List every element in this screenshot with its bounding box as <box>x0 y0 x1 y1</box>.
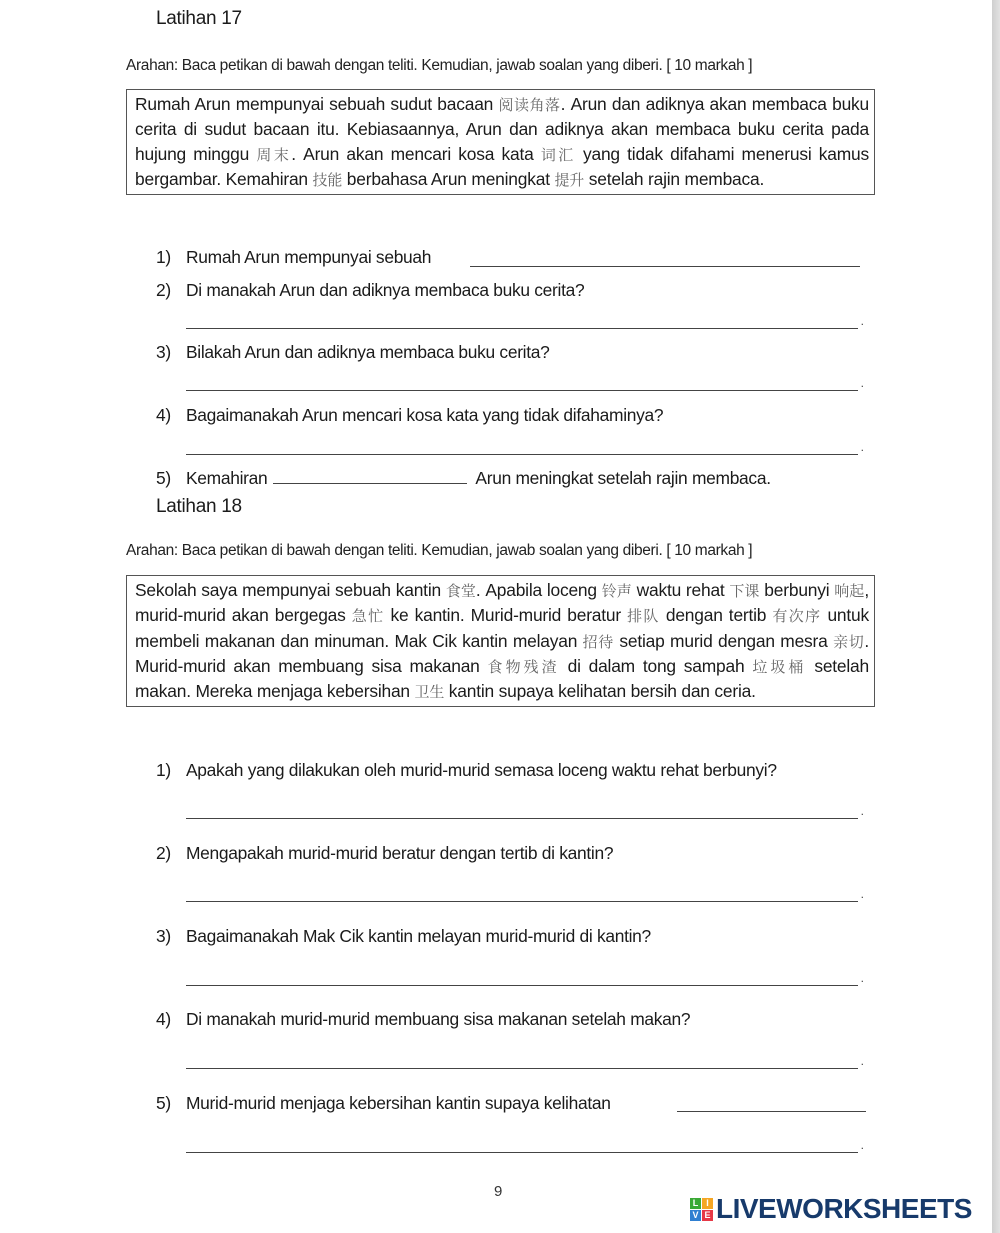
exercise-18-title: Latihan 18 <box>156 496 242 517</box>
chinese-gloss: 急忙 <box>351 607 385 626</box>
question-number: 5) <box>156 1093 171 1113</box>
question-number: 4) <box>156 405 171 425</box>
ex18-answer-3-line[interactable] <box>186 985 858 986</box>
question-text: Bilakah Arun dan adiknya membaca buku cerita? <box>186 342 550 362</box>
chinese-gloss: 食堂 <box>445 582 476 600</box>
passage-text: . Arun akan mencari kosa kata <box>291 143 541 164</box>
passage-text: ke kantin. Murid-murid beratur <box>384 605 628 626</box>
question-number: 1) <box>156 760 171 780</box>
ex17-question-5 <box>156 467 771 489</box>
chinese-gloss: 周末 <box>256 145 292 164</box>
chinese-gloss: 响起 <box>834 582 865 600</box>
passage-text: untuk membeli makanan dan minuman. Mak Cik kantin melayan <box>135 605 869 651</box>
logo-text: LIVEWORKSHEETS <box>716 1193 972 1224</box>
passage-text: yang tidak difahami menerusi kamus bergambar. Kemahiran <box>135 143 869 189</box>
live-blocks-icon <box>690 1198 713 1221</box>
passage-text: berbahasa Arun meningkat <box>342 168 555 189</box>
chinese-gloss: 排队 <box>627 607 660 626</box>
ex18-question-4 <box>156 1009 690 1030</box>
ex18-question-2 <box>156 843 613 864</box>
exercise-17-instruction: Arahan: Baca petikan di bawah dengan teliti. Kemudian, jawab soalan yang diberi. [ 10 markah ] <box>126 57 753 74</box>
ex18-answer-5-line[interactable] <box>186 1152 858 1153</box>
chinese-gloss: 食物残渣 <box>487 657 560 676</box>
question-number: 2) <box>156 843 171 863</box>
passage-text: berbunyi <box>759 580 835 600</box>
page-number: 9 <box>494 1183 503 1200</box>
question-number: 4) <box>156 1009 171 1029</box>
ex17-question-1 <box>156 247 431 268</box>
question-number: 5) <box>156 468 171 488</box>
logo-block-l: L <box>690 1198 701 1209</box>
chinese-gloss: 卫生 <box>414 683 445 702</box>
chinese-gloss: 铃声 <box>601 582 632 600</box>
passage-text: setiap murid dengan mesra <box>613 630 834 651</box>
ex17-question-2 <box>156 280 584 301</box>
chinese-gloss: 阅读角落 <box>498 96 561 114</box>
ex18-answer-1-line[interactable] <box>186 818 858 819</box>
question-text: Mengapakah murid-murid beratur dengan tertib di kantin? <box>186 843 614 863</box>
question-text: Rumah Arun mempunyai sebuah <box>186 247 432 267</box>
passage-text: , murid-murid akan bergegas <box>135 580 869 626</box>
passage-text: . Arun dan adiknya akan membaca buku cerita di sudut bacaan itu. Kebiasaannya, Arun dan adiknya akan membaca buku cerita pada hujung minggu <box>135 94 870 164</box>
exercise-17-passage <box>126 89 875 195</box>
question-text: Murid-murid menjaga kebersihan kantin supaya kelihatan <box>186 1093 611 1113</box>
ex18-question-5 <box>156 1093 611 1114</box>
chinese-gloss: 招待 <box>582 632 614 651</box>
question-text: Bagaimanakah Arun mencari kosa kata yang tidak difahaminya? <box>186 405 664 425</box>
passage-text: Sekolah saya mempunyai sebuah kantin <box>135 580 446 600</box>
ex18-question-3 <box>156 926 651 947</box>
question-text-after: Arun meningkat setelah rajin membaca. <box>475 468 771 488</box>
question-text: Di manakah Arun dan adiknya membaca buku cerita? <box>186 280 585 300</box>
chinese-gloss: 亲切 <box>833 632 865 651</box>
exercise-18-instruction: Arahan: Baca petikan di bawah dengan teliti. Kemudian, jawab soalan yang diberi. [ 10 markah ] <box>126 542 753 559</box>
ex17-answer-5-blank[interactable] <box>273 467 467 484</box>
ex17-question-3 <box>156 342 550 363</box>
question-text: Bagaimanakah Mak Cik kantin melayan murid-murid di kantin? <box>186 926 651 946</box>
chinese-gloss: 词汇 <box>540 145 576 164</box>
passage-text: di dalam tong sampah <box>559 655 753 676</box>
chinese-gloss: 技能 <box>312 170 343 189</box>
exercise-18-passage <box>126 575 875 707</box>
ex17-answer-1-blank[interactable] <box>470 266 860 267</box>
passage-text: . Apabila loceng <box>475 580 602 600</box>
chinese-gloss: 有次序 <box>772 607 822 626</box>
passage-text: dengan tertib <box>659 605 773 626</box>
ex17-answer-4-line[interactable] <box>186 454 858 455</box>
passage-text: setelah rajin membaca. <box>584 168 765 189</box>
logo-block-i: I <box>702 1198 713 1209</box>
question-text: Kemahiran <box>186 468 268 488</box>
passage-text: setelah makan. Mereka menjaga kebersihan <box>135 655 870 702</box>
ex18-answer-5-blank[interactable] <box>677 1111 866 1112</box>
question-number: 3) <box>156 926 171 946</box>
chinese-gloss: 垃圾桶 <box>752 657 807 676</box>
passage-text: kantin supaya kelihatan bersih dan ceria. <box>444 681 756 702</box>
question-text: Di manakah murid-murid membuang sisa makanan setelah makan? <box>186 1009 691 1029</box>
page-edge-shadow <box>992 0 1000 1233</box>
ex18-answer-4-line[interactable] <box>186 1068 858 1069</box>
question-number: 1) <box>156 247 171 267</box>
ex18-question-1 <box>156 760 777 781</box>
passage-text: Rumah Arun mempunyai sebuah sudut bacaan <box>135 94 499 114</box>
passage-text: waktu rehat <box>631 580 730 600</box>
chinese-gloss: 提升 <box>554 170 585 189</box>
logo-block-v: V <box>690 1210 701 1221</box>
ex17-answer-2-line[interactable] <box>186 328 858 329</box>
liveworksheets-logo[interactable] <box>690 1193 972 1225</box>
ex17-question-4 <box>156 405 663 426</box>
ex17-answer-3-line[interactable] <box>186 390 858 391</box>
question-number: 3) <box>156 342 171 362</box>
chinese-gloss: 下课 <box>729 582 760 600</box>
exercise-17-title: Latihan 17 <box>156 8 242 29</box>
question-number: 2) <box>156 280 171 300</box>
ex18-answer-2-line[interactable] <box>186 901 858 902</box>
logo-block-e: E <box>702 1210 713 1221</box>
question-text: Apakah yang dilakukan oleh murid-murid semasa loceng waktu rehat berbunyi? <box>186 760 777 780</box>
passage-text: . Murid-murid akan membuang sisa makanan <box>135 630 869 676</box>
